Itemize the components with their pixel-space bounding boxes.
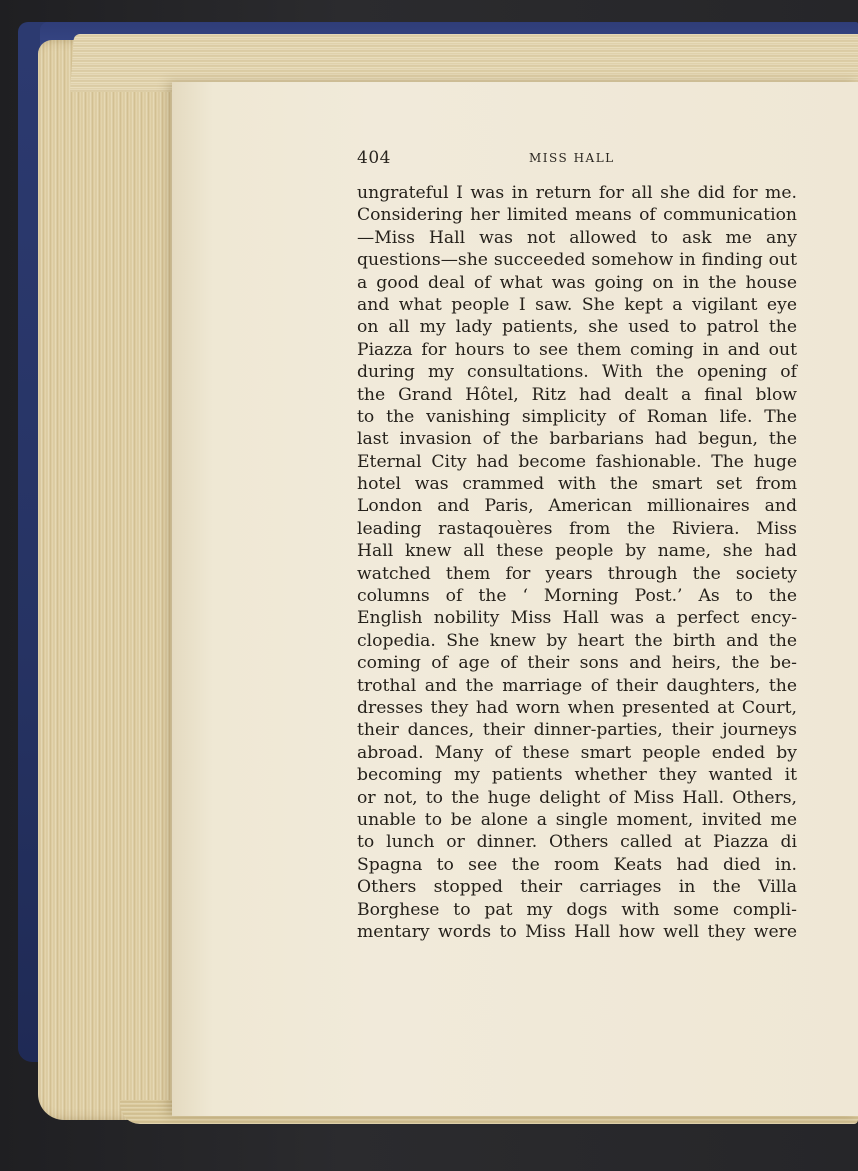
- text-line: Hall knew all these people by name, she had: [357, 541, 797, 562]
- text-line: columns of the ‘ Morning Post.’ As to the: [357, 586, 797, 607]
- text-line: and what people I saw. She kept a vigilant eye: [357, 294, 797, 315]
- text-line: hotel was crammed with the smart set from: [357, 474, 797, 495]
- text-line: watched them for years through the society: [357, 563, 797, 584]
- text-line: —Miss Hall was not allowed to ask me any: [357, 227, 797, 248]
- text-line: abroad. Many of these smart people ended by: [357, 742, 797, 763]
- text-line: leading rastaqouères from the Riviera. Miss: [357, 518, 797, 539]
- text-line: Considering her limited means of communication: [357, 205, 797, 226]
- page-number: 404: [357, 148, 391, 168]
- text-line: to lunch or dinner. Others called at Piazza di: [357, 832, 797, 853]
- text-line: mentary words to Miss Hall how well they were: [357, 921, 797, 942]
- text-line: their dances, their dinner-parties, their journeys: [357, 720, 797, 741]
- text-line: English nobility Miss Hall was a perfect ency-: [357, 608, 797, 629]
- text-line: a good deal of what was going on in the house: [357, 272, 797, 293]
- text-line: dresses they had worn when presented at Court,: [357, 697, 797, 718]
- text-line: last invasion of the barbarians had begun, the: [357, 429, 797, 450]
- text-line: London and Paris, American millionaires and: [357, 496, 797, 517]
- page-header: [357, 148, 797, 168]
- body-text: [357, 182, 797, 943]
- text-line: unable to be alone a single moment, invited me: [357, 809, 797, 830]
- text-line: Borghese to pat my dogs with some compli-: [357, 899, 797, 920]
- text-line: becoming my patients whether they wanted it: [357, 765, 797, 786]
- text-line: coming of age of their sons and heirs, the be-: [357, 653, 797, 674]
- text-line: or not, to the huge delight of Miss Hall. Others,: [357, 787, 797, 808]
- running-head: MISS HALL: [529, 151, 615, 165]
- text-line: Spagna to see the room Keats had died in.: [357, 854, 797, 875]
- text-line: Eternal City had become fashionable. The huge: [357, 451, 797, 472]
- text-line: ungrateful I was in return for all she did for me.: [357, 183, 797, 203]
- text-line: trothal and the marriage of their daughters, the: [357, 675, 797, 696]
- text-line: the Grand Hôtel, Ritz had dealt a final blow: [357, 384, 797, 405]
- text-line: Piazza for hours to see them coming in and out: [357, 339, 797, 360]
- text-line: clopedia. She knew by heart the birth and the: [357, 630, 797, 651]
- text-line: during my consultations. With the opening of: [357, 362, 797, 383]
- text-line: to the vanishing simplicity of Roman life. The: [357, 406, 797, 427]
- text-line: Others stopped their carriages in the Villa: [357, 877, 797, 898]
- text-line: questions—she succeeded somehow in finding out: [357, 250, 797, 271]
- text-line: on all my lady patients, she used to patrol the: [357, 317, 797, 338]
